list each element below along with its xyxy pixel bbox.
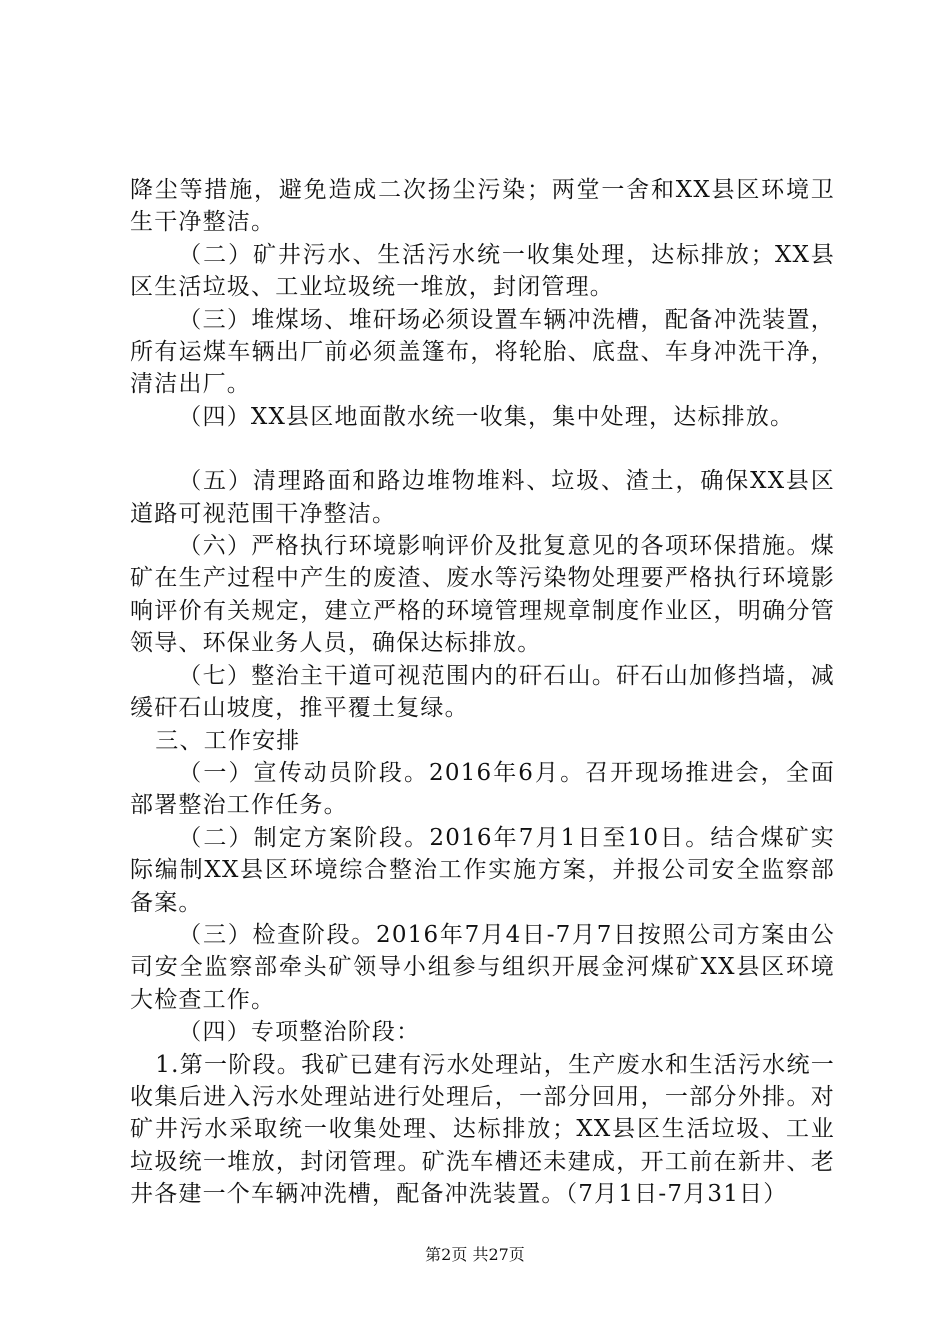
paragraph-item-2: （二）矿井污水、生活污水统一收集处理，达标排放；XX县区生活垃圾、工业垃圾统一堆放，封闭管理。 xyxy=(130,241,835,301)
page-footer: 第2页 共27页 xyxy=(425,1245,525,1264)
paragraph-stage-4: （四）专项整治阶段： xyxy=(178,1019,421,1046)
paragraph-item-4: （四）XX县区地面散水统一收集，集中处理，达标排放。 xyxy=(178,403,795,430)
section-heading-work-arrangement: 三、工作安排 xyxy=(155,727,301,754)
paragraph-stage-3: （三）检查阶段。2016年7月4日-7月7日按照公司方案由公司安全监察部牵头矿领导小组参与组织开展金河煤矿XX县区环境大检查工作。 xyxy=(130,921,835,1013)
paragraph-stage-2: （二）制定方案阶段。2016年7月1日至10日。结合煤矿实际编制XX县区环境综合整治工作实施方案，并报公司安全监察部备案。 xyxy=(130,824,835,916)
document-body xyxy=(130,174,835,1211)
paragraph-stage-1: （一）宣传动员阶段。2016年6月。召开现场推进会，全面部署整治工作任务。 xyxy=(130,759,835,819)
paragraph-phase-1: 1.第一阶段。我矿已建有污水处理站，生产废水和生活污水统一收集后进入污水处理站进行处理后，一部分回用，一部分外排。对矿井污水采取统一收集处理、达标排放；XX县区生活垃圾、工业垃圾统一堆放，封闭管理。矿洗车槽还未建成，开工前在新井、老井各建一个车辆冲洗槽，配备冲洗装置。（7月1日-7月31日） xyxy=(130,1051,835,1208)
paragraph-item-3: （三）堆煤场、堆矸场必须设置车辆冲洗槽，配备冲洗装置，所有运煤车辆出厂前必须盖篷布，将轮胎、底盘、车身冲洗干净，清洁出厂。 xyxy=(130,306,835,398)
paragraph-gap xyxy=(130,433,835,465)
paragraph-item-6: （六）严格执行环境影响评价及批复意见的各项环保措施。煤矿在生产过程中产生的废渣、废水等污染物处理要严格执行环境影响评价有关规定，建立严格的环境管理规章制度作业区，明确分管领导、环保业务人员，确保达标排放。 xyxy=(130,533,835,657)
paragraph-continuation: 降尘等措施，避免造成二次扬尘污染；两堂一舍和XX县区环境卫生干净整洁。 xyxy=(130,177,835,236)
paragraph-item-5: （五）清理路面和路边堆物堆料、垃圾、渣土，确保XX县区道路可视范围干净整洁。 xyxy=(130,468,835,527)
paragraph-item-7: （七）整治主干道可视范围内的矸石山。矸石山加修挡墙，减缓矸石山坡度，推平覆土复绿。 xyxy=(130,662,835,722)
